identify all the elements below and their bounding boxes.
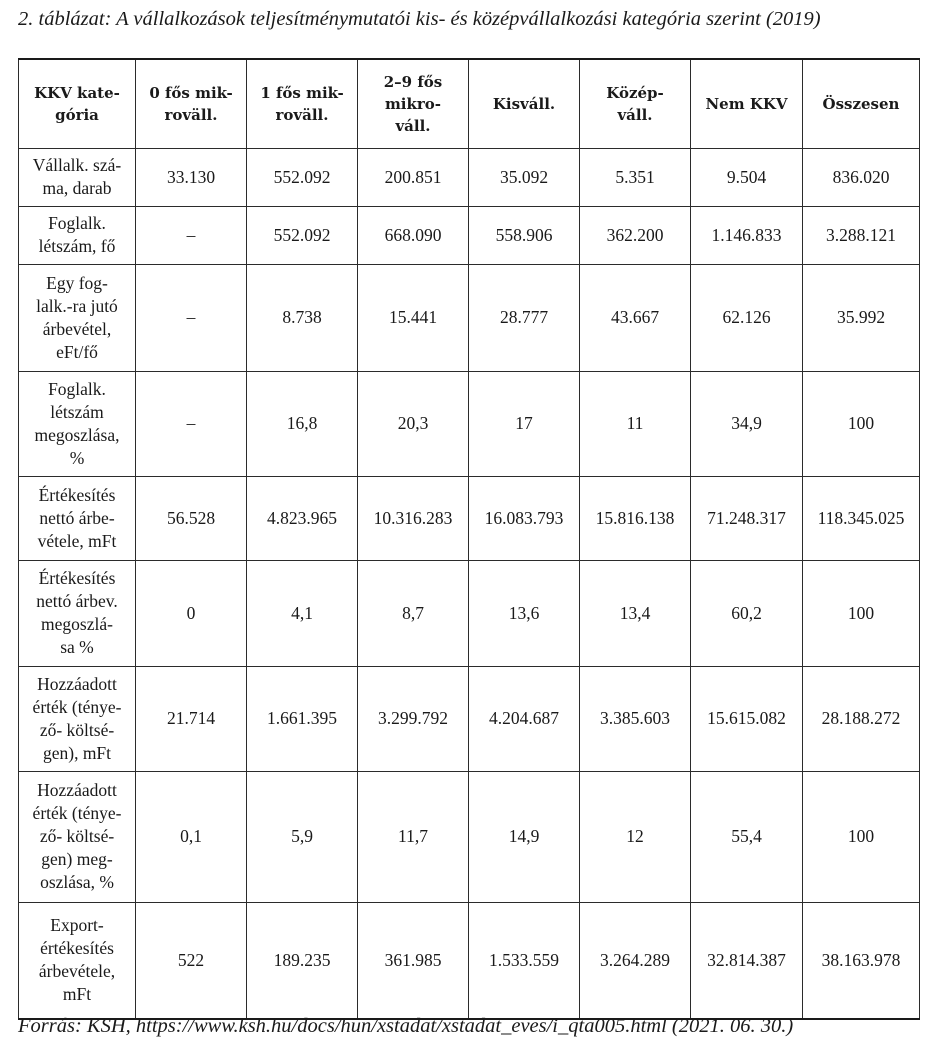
table-cell: 3.385.603 — [580, 666, 691, 771]
table-cell: 17 — [469, 371, 580, 476]
table-cell: 20,3 — [358, 371, 469, 476]
table-cell: 668.090 — [358, 206, 469, 264]
table-cell: 32.814.387 — [691, 902, 803, 1019]
table-cell: 33.130 — [136, 148, 247, 206]
table-cell: 100 — [803, 371, 920, 476]
table-cell: 28.188.272 — [803, 666, 920, 771]
table-cell: 189.235 — [247, 902, 358, 1019]
table-cell: 0,1 — [136, 771, 247, 902]
table-cell: 5,9 — [247, 771, 358, 902]
table-cell: 13,6 — [469, 560, 580, 666]
table-cell: 34,9 — [691, 371, 803, 476]
table-cell: 13,4 — [580, 560, 691, 666]
table-cell: – — [136, 264, 247, 371]
data-table — [18, 58, 920, 1020]
table-cell: 552.092 — [247, 148, 358, 206]
row-label: Foglalk. létszám, fő — [19, 206, 136, 264]
table-cell: 0 — [136, 560, 247, 666]
table-cell: 35.092 — [469, 148, 580, 206]
table-cell: – — [136, 371, 247, 476]
column-header: 0 fős mik- roväll. — [136, 59, 247, 148]
table-cell: 8.738 — [247, 264, 358, 371]
table-row — [19, 666, 920, 771]
row-label: Értékesítés nettó árbev. megoszlá- sa % — [19, 560, 136, 666]
table-row — [19, 902, 920, 1019]
table-row — [19, 771, 920, 902]
table-cell: 15.615.082 — [691, 666, 803, 771]
table-cell: 16,8 — [247, 371, 358, 476]
table-cell: 200.851 — [358, 148, 469, 206]
table-row — [19, 206, 920, 264]
table-caption: 2. táblázat: A vállalkozások teljesítménymutatói kis- és középvállalkozási kategória szerint (2019) — [18, 8, 821, 30]
table-cell: 14,9 — [469, 771, 580, 902]
row-label: Foglalk. létszám megoszlása, % — [19, 371, 136, 476]
table-row — [19, 560, 920, 666]
table-cell: 11,7 — [358, 771, 469, 902]
table-cell: 28.777 — [469, 264, 580, 371]
row-label: Hozzáadott érték (ténye- ző- költsé- gen), mFt — [19, 666, 136, 771]
table-cell: 1.146.833 — [691, 206, 803, 264]
table-cell: 4.823.965 — [247, 476, 358, 560]
table-row — [19, 264, 920, 371]
table-cell: 55,4 — [691, 771, 803, 902]
table-cell: 8,7 — [358, 560, 469, 666]
row-label: Export- értékesítés árbevétele, mFt — [19, 902, 136, 1019]
table-cell: 71.248.317 — [691, 476, 803, 560]
table-cell: 38.163.978 — [803, 902, 920, 1019]
table-cell: 15.816.138 — [580, 476, 691, 560]
table-cell: 118.345.025 — [803, 476, 920, 560]
table-container — [18, 58, 920, 1020]
table-cell: 836.020 — [803, 148, 920, 206]
table-cell: 9.504 — [691, 148, 803, 206]
table-cell: 62.126 — [691, 264, 803, 371]
table-cell: 21.714 — [136, 666, 247, 771]
table-cell: 15.441 — [358, 264, 469, 371]
column-header: KKV kate- gória — [19, 59, 136, 148]
table-cell: 16.083.793 — [469, 476, 580, 560]
table-cell: 361.985 — [358, 902, 469, 1019]
table-cell: 522 — [136, 902, 247, 1019]
table-cell: 558.906 — [469, 206, 580, 264]
table-cell: 3.299.792 — [358, 666, 469, 771]
table-cell: 12 — [580, 771, 691, 902]
table-cell: – — [136, 206, 247, 264]
table-cell: 3.264.289 — [580, 902, 691, 1019]
table-row — [19, 148, 920, 206]
table-row — [19, 476, 920, 560]
table-cell: 100 — [803, 771, 920, 902]
row-label: Hozzáadott érték (ténye- ző- költsé- gen) meg- oszlása, % — [19, 771, 136, 902]
row-label: Vállalk. szá- ma, darab — [19, 148, 136, 206]
table-cell: 35.992 — [803, 264, 920, 371]
column-header: Összesen — [803, 59, 920, 148]
table-cell: 552.092 — [247, 206, 358, 264]
table-cell: 100 — [803, 560, 920, 666]
column-header: Közép- váll. — [580, 59, 691, 148]
table-cell: 60,2 — [691, 560, 803, 666]
table-header-row — [19, 59, 920, 148]
table-cell: 4.204.687 — [469, 666, 580, 771]
table-cell: 362.200 — [580, 206, 691, 264]
row-label: Egy fog- lalk.-ra jutó árbevétel, eFt/fő — [19, 264, 136, 371]
table-cell: 11 — [580, 371, 691, 476]
table-cell: 10.316.283 — [358, 476, 469, 560]
table-cell: 56.528 — [136, 476, 247, 560]
table-cell: 1.533.559 — [469, 902, 580, 1019]
column-header: Nem KKV — [691, 59, 803, 148]
table-cell: 4,1 — [247, 560, 358, 666]
row-label: Értékesítés nettó árbe- vétele, mFt — [19, 476, 136, 560]
table-cell: 5.351 — [580, 148, 691, 206]
column-header: Kisváll. — [469, 59, 580, 148]
table-cell: 1.661.395 — [247, 666, 358, 771]
column-header: 1 fős mik- roväll. — [247, 59, 358, 148]
source-note: Forrás: KSH, https://www.ksh.hu/docs/hun/xstadat/xstadat_eves/i_qta005.html (2021. 06. 30.) — [18, 1015, 794, 1037]
table-cell: 3.288.121 — [803, 206, 920, 264]
column-header: 2–9 fős mikro- váll. — [358, 59, 469, 148]
table-cell: 43.667 — [580, 264, 691, 371]
table-row — [19, 371, 920, 476]
